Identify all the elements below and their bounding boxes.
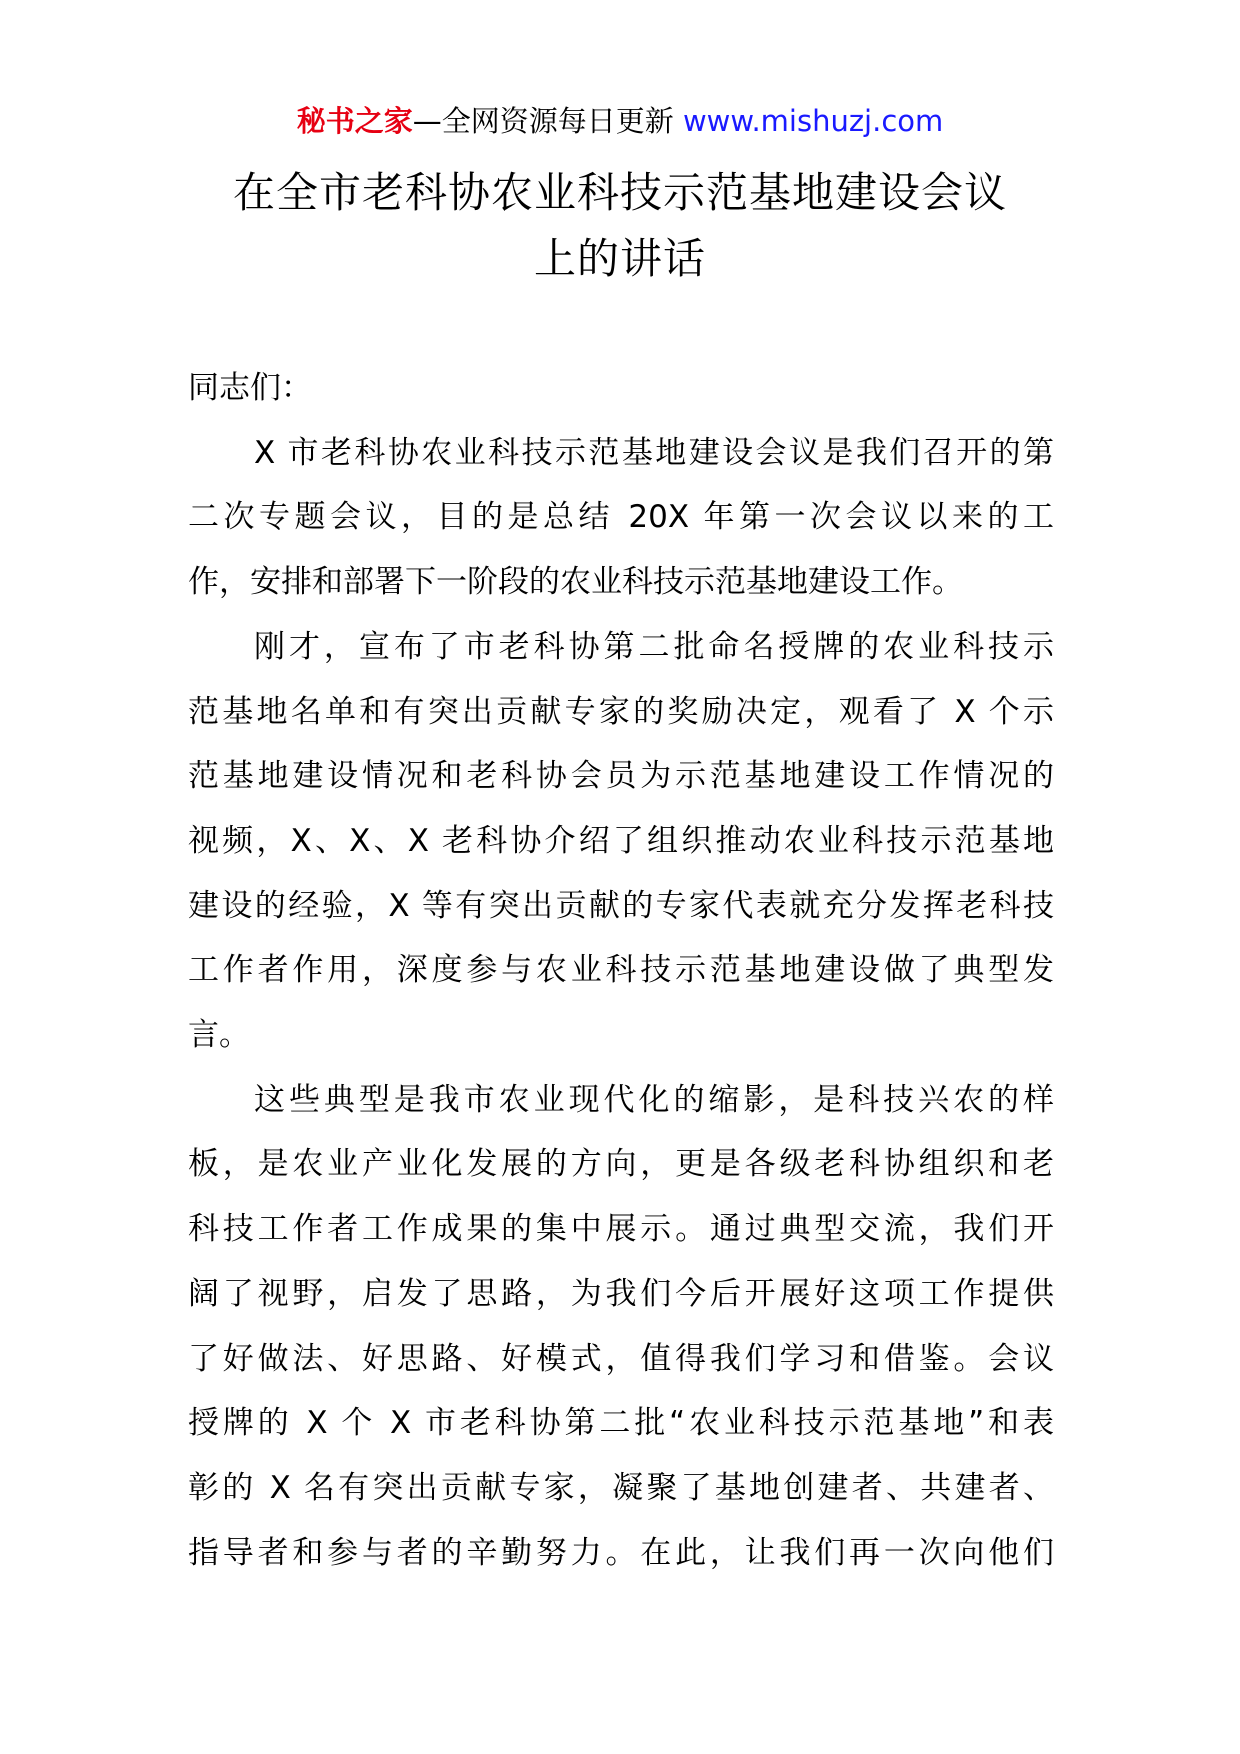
title-line: 在全市老科协农业科技示范基地建设会议 xyxy=(232,168,1007,217)
paragraph-line: 刚才，宣布了市老科协第二批命名授牌的农业科技示 xyxy=(254,628,1054,665)
paragraph-line: 这些典型是我市农业现代化的缩影，是科技兴农的样 xyxy=(254,1081,1054,1118)
salutation: 同志们： xyxy=(188,370,312,406)
site-header xyxy=(0,98,1240,144)
paragraph-line: 范基地建设情况和老科协会员为示范基地建设工作情况的 xyxy=(188,758,1054,795)
paragraph-line: 作，安排和部署下一阶段的农业科技示范基地建设工作。 xyxy=(188,564,963,601)
paragraph-line: 彰的 X 名有突出贡献专家，凝聚了基地创建者、共建者、 xyxy=(188,1469,1054,1506)
paragraph-line: X 市老科协农业科技示范基地建设会议是我们召开的第 xyxy=(254,434,1054,471)
paragraph xyxy=(188,421,1054,615)
paragraph-line: 建设的经验，X 等有突出贡献的专家代表就充分发挥老科技 xyxy=(188,887,1054,924)
paragraph-line: 科技工作者工作成果的集中展示。通过典型交流，我们开 xyxy=(188,1211,1054,1248)
paragraph-line: 范基地名单和有突出贡献专家的奖励决定，观看了 X 个示 xyxy=(188,693,1054,730)
title-line: 上的讲话 xyxy=(533,234,706,283)
paragraph xyxy=(188,615,1054,1068)
paragraph-line: 授牌的 X 个 X 市老科协第二批“农业科技示范基地”和表 xyxy=(188,1405,1054,1442)
paragraph-line: 阔了视野，启发了思路，为我们今后开展好这项工作提供 xyxy=(188,1275,1054,1312)
document-title xyxy=(150,160,1090,292)
site-url-link[interactable]: www.mishuzj.com xyxy=(682,104,944,138)
paragraph-line: 工作者作用，深度参与农业科技示范基地建设做了典型发 xyxy=(188,952,1054,989)
paragraph-line: 板，是农业产业化发展的方向，更是各级老科协组织和老 xyxy=(188,1146,1054,1183)
brand-name: 秘书之家 xyxy=(296,104,413,138)
header-tagline: —全网资源每日更新 xyxy=(412,104,683,138)
document-body xyxy=(188,356,1054,1585)
paragraph-line: 了好做法、好思路、好模式，值得我们学习和借鉴。会议 xyxy=(188,1340,1054,1377)
paragraph-line: 二次专题会议，目的是总结 20X 年第一次会议以来的工 xyxy=(188,499,1054,536)
paragraph-line: 言。 xyxy=(188,1017,250,1054)
paragraph-line: 视频，X、X、X 老科协介绍了组织推动农业科技示范基地 xyxy=(188,822,1054,859)
paragraph xyxy=(188,1068,1054,1586)
paragraph-line: 指导者和参与者的辛勤努力。在此，让我们再一次向他们 xyxy=(188,1534,1054,1571)
